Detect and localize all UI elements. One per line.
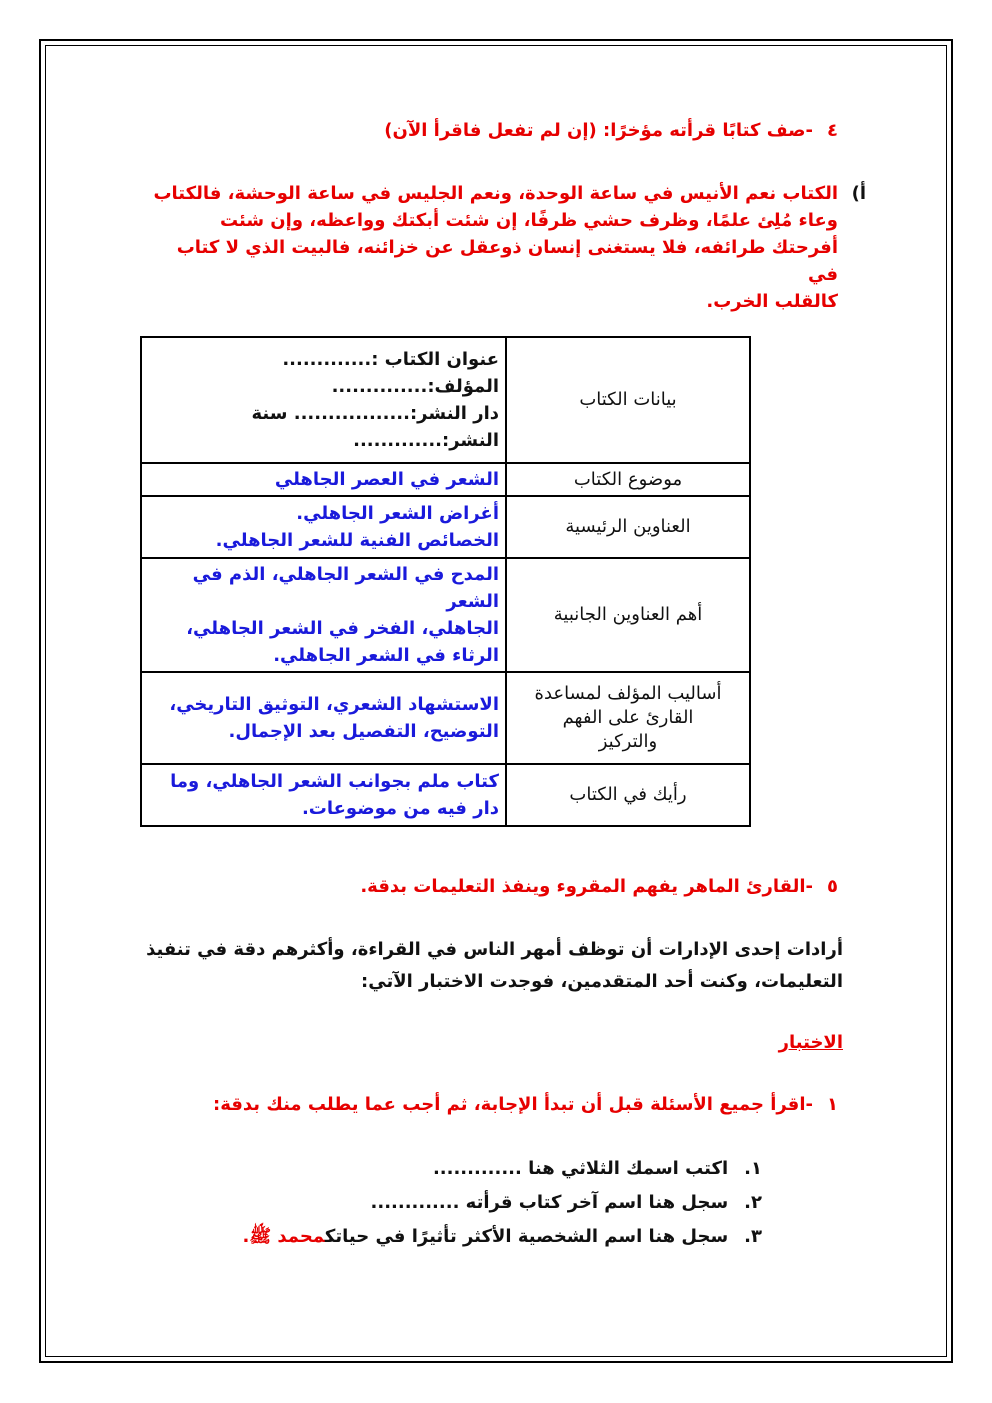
cell-line: الجاهلي، الفخر في الشعر الجاهلي،: [186, 618, 499, 639]
cell-line: دار فيه من موضوعات.: [301, 798, 499, 819]
item-answer: محمد ﷺ.: [242, 1226, 325, 1247]
row-header-line: والتركيز: [598, 731, 658, 752]
paragraph-a-line: الكتاب نعم الأنيس في ساعة الوحدة، ونعم الجليس في ساعة الوحشة، فالكتاب: [153, 183, 838, 204]
item-number: ١.: [744, 1158, 762, 1179]
question-4-heading: [138, 120, 838, 141]
row-header: العناوين الرئيسية: [506, 496, 750, 558]
row-header: أهم العناوين الجانبية: [506, 558, 750, 672]
cell-line: التوضيح، التفصيل بعد الإجمال.: [228, 721, 499, 742]
intro-line: التعليمات، وكنت أحد المتقدمين، فوجدت الاختبار الآتي:: [361, 971, 843, 992]
cell-line: كتاب ملم بجوانب الشعر الجاهلي، وما: [170, 771, 499, 792]
question-5-heading: [138, 876, 838, 897]
test-instruction-text: -اقرأ جميع الأسئلة قبل أن تبدأ الإجابة، ثم أجب عما يطلب منك بدقة:: [213, 1094, 813, 1115]
paragraph-a-line: كالقلب الخرب.: [706, 291, 838, 312]
row-header: [506, 672, 750, 764]
intro-paragraph: [143, 934, 843, 998]
table-row: [141, 672, 750, 764]
paragraph-a-line: أفرحتك طرائفه، فلا يستغنى إنسان ذوعقل عن خزائنه، فالبيت الذي لا كتاب في: [176, 237, 838, 285]
intro-line: أرادات إحدى الإدارات أن توظف أمهر الناس في القراءة، وأكثرهم دقة في تنفيذ: [146, 939, 843, 960]
table-cell: [141, 558, 506, 672]
row-header-line: القارئ على الفهم: [562, 707, 694, 728]
paragraph-a-label: أ): [851, 183, 866, 204]
table-cell: [141, 496, 506, 558]
test-items-list: [243, 1152, 762, 1254]
table-row: [141, 463, 750, 496]
item-text: اكتب اسمك الثلاثي هنا .............: [432, 1158, 729, 1179]
cell-line: الخصائص الفنية للشعر الجاهلي.: [215, 530, 499, 551]
table-row: [141, 496, 750, 558]
cell-line: الرثاء في الشعر الجاهلي.: [273, 645, 499, 666]
item-number: ٢.: [744, 1192, 762, 1213]
item-text: سجل هنا اسم آخر كتاب قرأته .............: [370, 1192, 729, 1213]
list-item: [243, 1220, 762, 1254]
question-4-text: -صف كتابًا قرأته مؤخرًا: (إن لم تفعل فاقرأ الآن): [384, 120, 813, 141]
row-header: موضوع الكتاب: [506, 463, 750, 496]
question-5-number: ٥: [827, 876, 838, 897]
test-title: الاختبار: [778, 1032, 843, 1053]
item-text: سجل هنا اسم الشخصية الأكثر تأثيرًا في حياتك: [324, 1226, 729, 1247]
table-cell: [141, 672, 506, 764]
table-row: [141, 337, 750, 463]
table-cell: [141, 463, 506, 496]
cell-line: الاستشهاد الشعري، التوثيق التاريخي،: [169, 694, 499, 715]
paragraph-a: [148, 180, 866, 315]
question-4-number: ٤: [827, 120, 838, 141]
table-cell: [141, 764, 506, 826]
row-header: رأيك في الكتاب: [506, 764, 750, 826]
publisher-field: دار النشر:................. سنة: [251, 403, 499, 424]
question-5-text: -القارئ الماهر يفهم المقروء وينفذ التعليمات بدقة.: [360, 876, 813, 897]
row-header: بيانات الكتاب: [506, 337, 750, 463]
book-title-field: عنوان الكتاب :.............: [282, 349, 499, 370]
cell-line: أغراض الشعر الجاهلي.: [296, 503, 499, 524]
list-item: [243, 1152, 762, 1186]
cell-line: المدح في الشعر الجاهلي، الذم في الشعر: [192, 564, 499, 612]
test-instruction: [138, 1094, 838, 1115]
book-data-cell: [141, 337, 506, 463]
list-item: [243, 1186, 762, 1220]
table-row: [141, 764, 750, 826]
row-header-line: أساليب المؤلف لمساعدة: [534, 683, 722, 704]
cell-line: الشعر في العصر الجاهلي: [274, 469, 499, 490]
year-field: النشر:.............: [353, 430, 499, 451]
paragraph-a-line: وعاء مُلِئ علمًا، وظرف حشي ظرفًا، إن شئت أبكتك وواعظه، وإن شئت: [219, 210, 838, 231]
test-instruction-number: ١: [827, 1094, 838, 1115]
book-description-table: [140, 336, 751, 827]
table-row: [141, 558, 750, 672]
author-field: المؤلف:..............: [331, 376, 499, 397]
item-number: ٣.: [744, 1226, 762, 1247]
